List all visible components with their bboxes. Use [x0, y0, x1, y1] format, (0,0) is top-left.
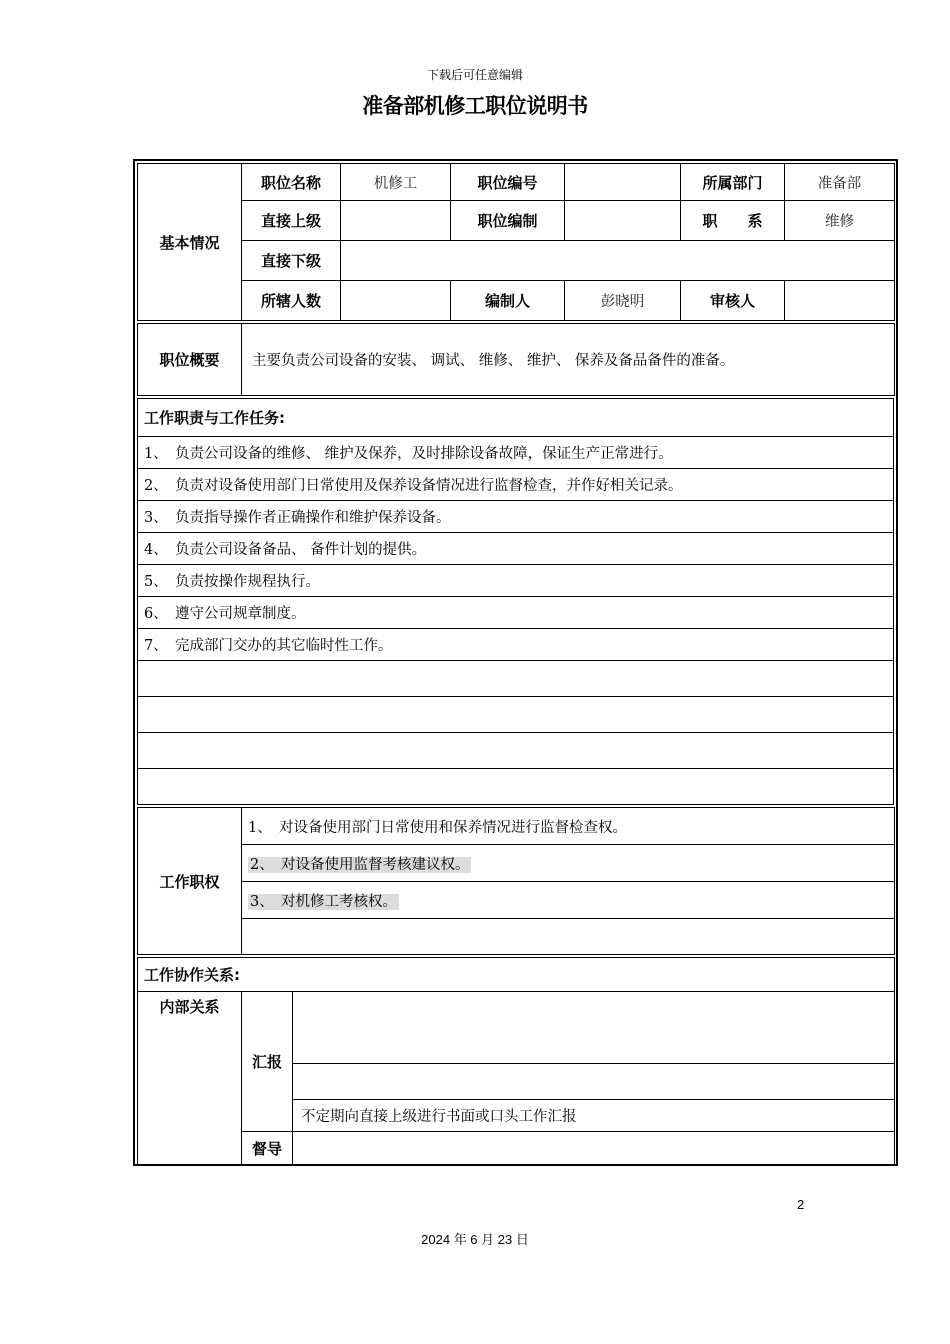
duty-empty-row — [138, 661, 894, 697]
dept-label: 所属部门 — [681, 164, 785, 201]
duties-table — [137, 398, 894, 805]
basic-info-table — [137, 163, 895, 321]
duty-item: 5、 负责按操作规程执行。 — [138, 565, 894, 597]
author-value: 彭晓明 — [565, 281, 681, 321]
supervise-label: 督导 — [242, 1132, 293, 1165]
duty-item: 7、 完成部门交办的其它临时性工作。 — [138, 629, 894, 661]
relations-table — [137, 957, 895, 1165]
duty-item: 4、 负责公司设备备品、 备件计划的提供。 — [138, 533, 894, 565]
authority-item: 2、 对设备使用监督考核建议权。 — [250, 856, 470, 873]
summary-label: 职位概要 — [138, 324, 242, 396]
duty-empty-row — [138, 733, 894, 769]
duties-heading: 工作职责与工作任务: — [138, 399, 894, 437]
duty-empty-row — [138, 697, 894, 733]
authority-empty-row — [242, 919, 895, 955]
position-name-label: 职位名称 — [242, 164, 341, 201]
basic-section-label: 基本情况 — [138, 164, 242, 321]
subordinate-label: 直接下级 — [242, 241, 341, 281]
duty-empty-row — [138, 769, 894, 805]
dept-value: 准备部 — [785, 164, 895, 201]
relations-heading: 工作协作关系: — [138, 958, 895, 992]
author-label: 编制人 — [451, 281, 565, 321]
duty-item: 6、 遵守公司规章制度。 — [138, 597, 894, 629]
summary-table — [137, 323, 895, 396]
superior-label: 直接上级 — [242, 201, 341, 241]
report-empty-row — [293, 992, 895, 1064]
position-name-value: 机修工 — [341, 164, 451, 201]
duty-item: 3、 负责指导操作者正确操作和维护保养设备。 — [138, 501, 894, 533]
page-number: 2 — [797, 1197, 805, 1212]
count-value — [341, 281, 451, 321]
form — [137, 163, 894, 1165]
reviewer-value — [785, 281, 895, 321]
duty-item: 1、 负责公司设备的维修、 维护及保养，及时排除设备故障，保证生产正常进行。 — [138, 437, 894, 469]
report-label: 汇报 — [242, 992, 293, 1132]
superior-value — [341, 201, 451, 241]
series-value: 维修 — [785, 201, 895, 241]
count-label: 所辖人数 — [242, 281, 341, 321]
report-text: 不定期向直接上级进行书面或口头工作汇报 — [293, 1100, 895, 1132]
supervise-value — [293, 1132, 895, 1165]
staffing-value — [565, 201, 681, 241]
report-empty-row — [293, 1064, 895, 1100]
authority-table — [137, 807, 895, 955]
footer-date: 2024 年 6 月 23 日 — [421, 1232, 529, 1247]
authority-item: 1、 对设备使用部门日常使用和保养情况进行监督检查权。 — [242, 808, 895, 845]
header-note: 下载后可任意编辑 — [426, 68, 523, 82]
summary-text: 主要负责公司设备的安装、 调试、 维修、 维护、 保养及备品备件的准备。 — [242, 324, 895, 396]
authority-label: 工作职权 — [138, 808, 242, 955]
series-label: 职 系 — [681, 201, 785, 241]
authority-item-cell — [242, 882, 895, 919]
page-title: 准备部机修工职位说明书 — [362, 94, 588, 118]
authority-item-cell — [242, 845, 895, 882]
authority-item: 3、 对机修工考核权。 — [250, 893, 397, 910]
duty-item: 2、 负责对设备使用部门日常使用及保养设备情况进行监督检查，并作好相关记录。 — [138, 469, 894, 501]
position-no-label: 职位编号 — [451, 164, 565, 201]
subordinate-value — [341, 241, 895, 281]
internal-label: 内部关系 — [138, 992, 242, 1165]
position-no-value — [565, 164, 681, 201]
reviewer-label: 审核人 — [681, 281, 785, 321]
staffing-label: 职位编制 — [451, 201, 565, 241]
